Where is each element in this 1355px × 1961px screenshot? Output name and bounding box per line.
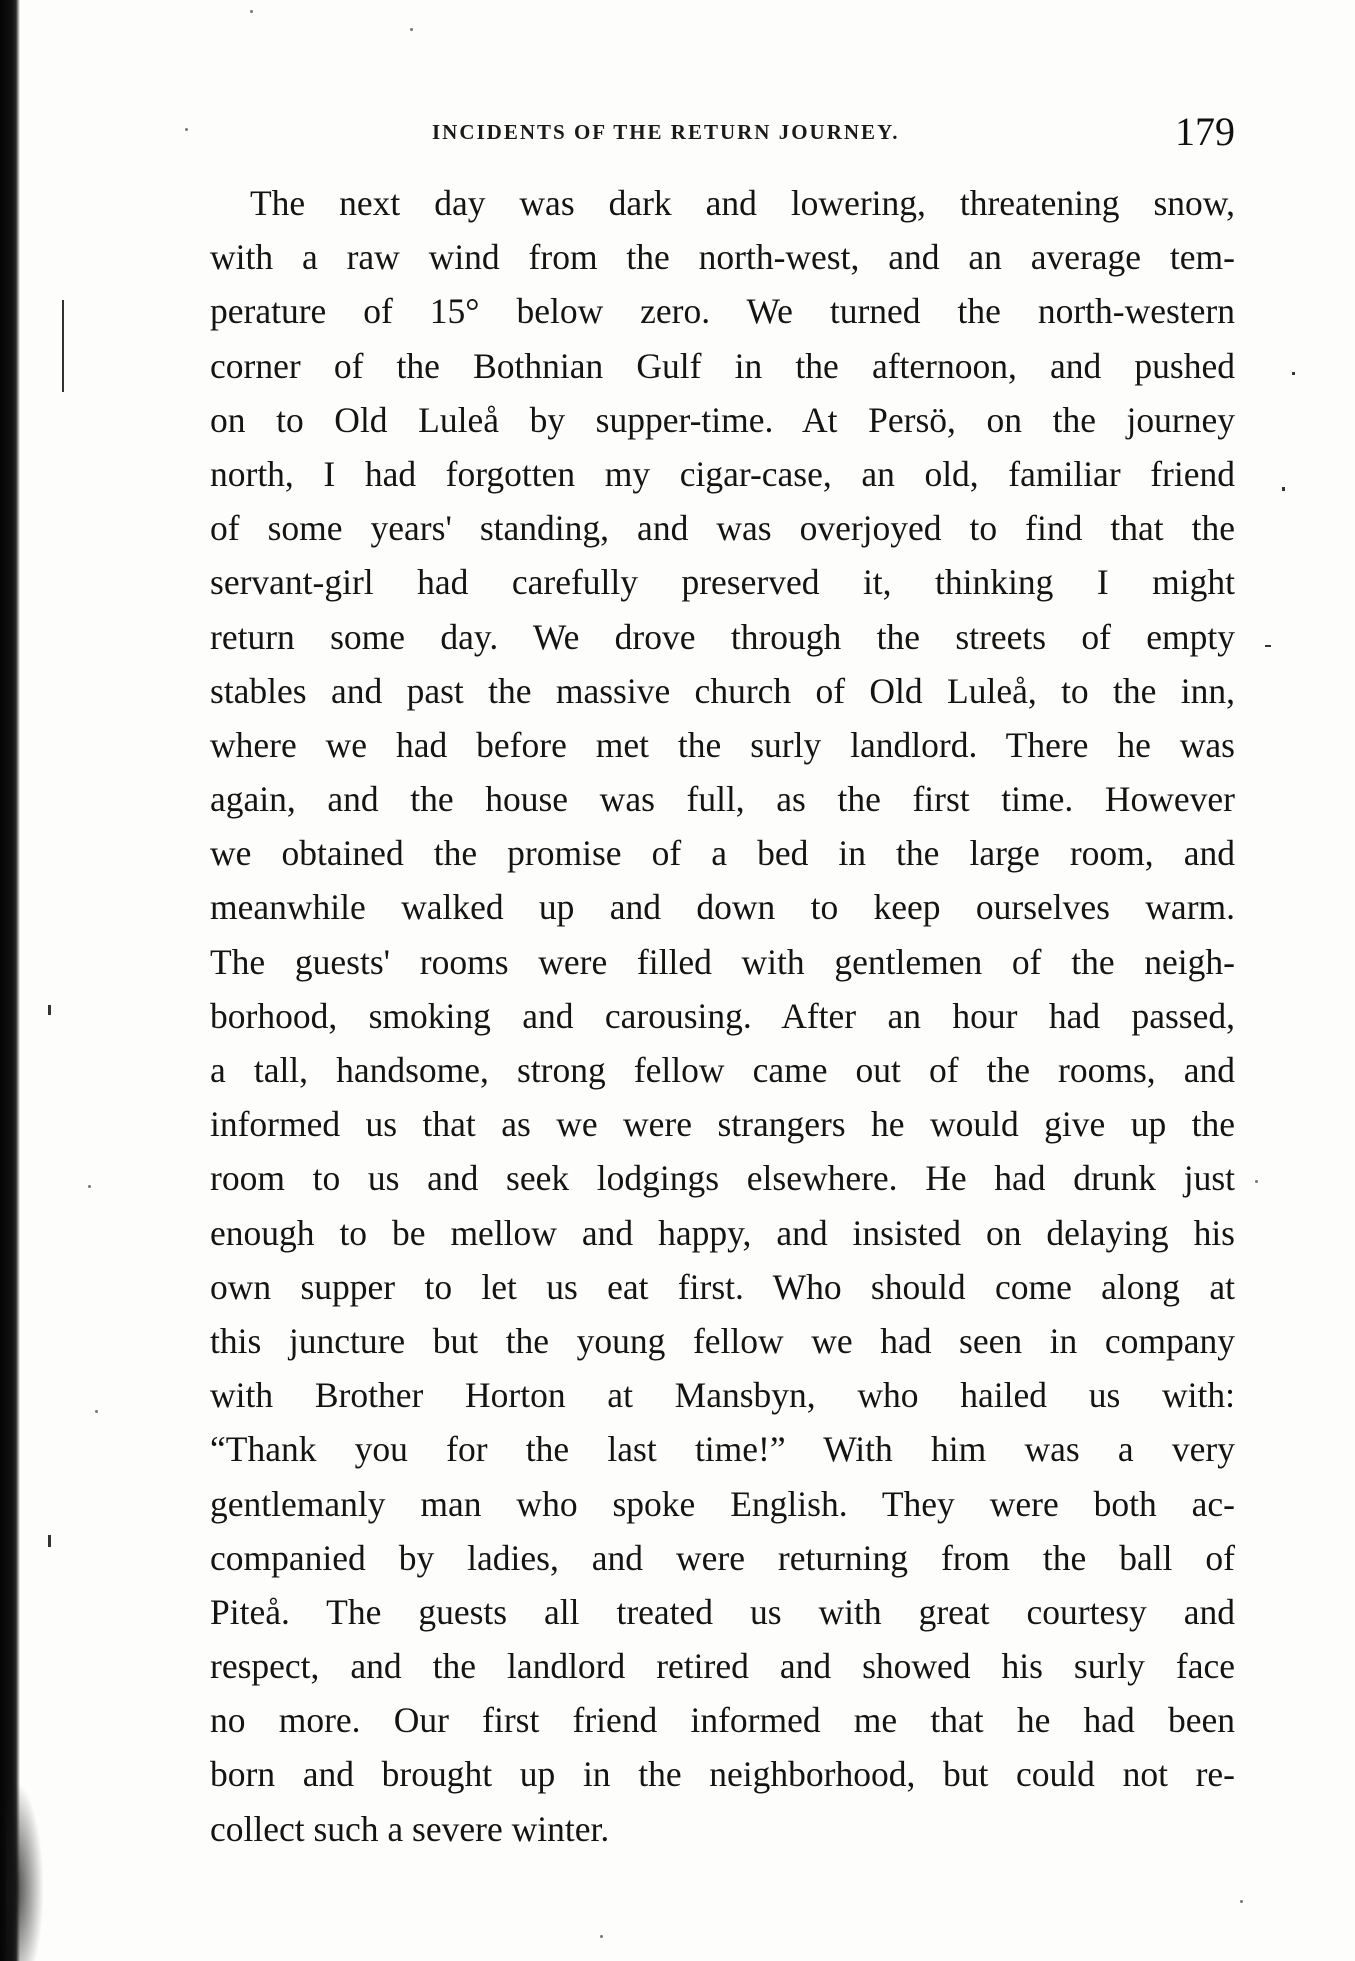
binding-edge (0, 0, 20, 1961)
text-line: collect such a severe winter. (210, 1808, 610, 1849)
running-head: INCIDENTS OF THE RETURN JOURNEY. (432, 120, 900, 144)
text-line: north, I had forgotten my cigar-case, an old, familiar friend (210, 453, 1235, 494)
text-line: respect, and the landlord retired and showed his surly face (210, 1646, 1235, 1687)
text-line: The next day was dark and lowering, threatening snow, (250, 183, 1235, 223)
margin-mark (48, 1535, 51, 1547)
text-line: Piteå. The guests all treated us with great courtesy and (210, 1591, 1235, 1632)
text-line: where we had before met the surly landlord. There he was (210, 724, 1235, 765)
text-line: born and brought up in the neighborhood, but could not re- (210, 1754, 1235, 1795)
margin-mark (48, 1005, 51, 1015)
text-line: informed us that as we were strangers he would give up the (210, 1104, 1235, 1145)
text-line: servant-girl had carefully preserved it, thinking I might (210, 562, 1235, 603)
text-line: perature of 15° below zero. We turned the north-western (210, 291, 1235, 332)
text-line: with a raw wind from the north-west, and an average tem- (210, 237, 1235, 278)
page-header (210, 108, 1235, 158)
text-line: this juncture but the young fellow we had seen in company (210, 1320, 1235, 1361)
margin-mark (1292, 372, 1295, 375)
text-line: borhood, smoking and carousing. After an hour had passed, (210, 995, 1235, 1036)
text-line: again, and the house was full, as the first time. However (210, 779, 1235, 820)
text-line: room to us and seek lodgings elsewhere. He had drunk just (210, 1158, 1235, 1199)
text-line: stables and past the massive church of Old Luleå, to the inn, (210, 670, 1235, 711)
text-line: a tall, handsome, strong fellow came out of the rooms, and (210, 1050, 1235, 1090)
text-line: return some day. We drove through the streets of empty (210, 616, 1235, 657)
text-line: we obtained the promise of a bed in the large room, and (210, 833, 1235, 874)
page-number: 179 (1175, 109, 1235, 154)
margin-mark (1282, 487, 1285, 491)
text-line: The guests' rooms were filled with gentlemen of the neigh- (210, 941, 1235, 982)
binding-smudge (6, 1780, 44, 1961)
text-line: of some years' standing, and was overjoyed to find that the (210, 508, 1235, 549)
text-line: on to Old Luleå by supper-time. At Persö, on the journey (210, 399, 1235, 440)
text-line: companied by ladies, and were returning from the ball of (210, 1537, 1235, 1578)
text-line: gentlemanly man who spoke English. They were both ac- (210, 1483, 1235, 1524)
text-line: “Thank you for the last time!” With him was a very (210, 1429, 1235, 1470)
margin-mark (1265, 645, 1271, 647)
margin-mark (62, 300, 64, 392)
text-line: corner of the Bothnian Gulf in the afternoon, and pushed (210, 345, 1235, 386)
text-line: enough to be mellow and happy, and insisted on delaying his (210, 1212, 1235, 1253)
body-paragraph (210, 176, 1235, 1856)
text-line: own supper to let us eat first. Who should come along at (210, 1266, 1235, 1307)
text-line: no more. Our first friend informed me that he had been (210, 1700, 1235, 1741)
text-line: with Brother Horton at Mansbyn, who hailed us with: (210, 1375, 1235, 1416)
text-line: meanwhile walked up and down to keep ourselves warm. (210, 887, 1235, 928)
